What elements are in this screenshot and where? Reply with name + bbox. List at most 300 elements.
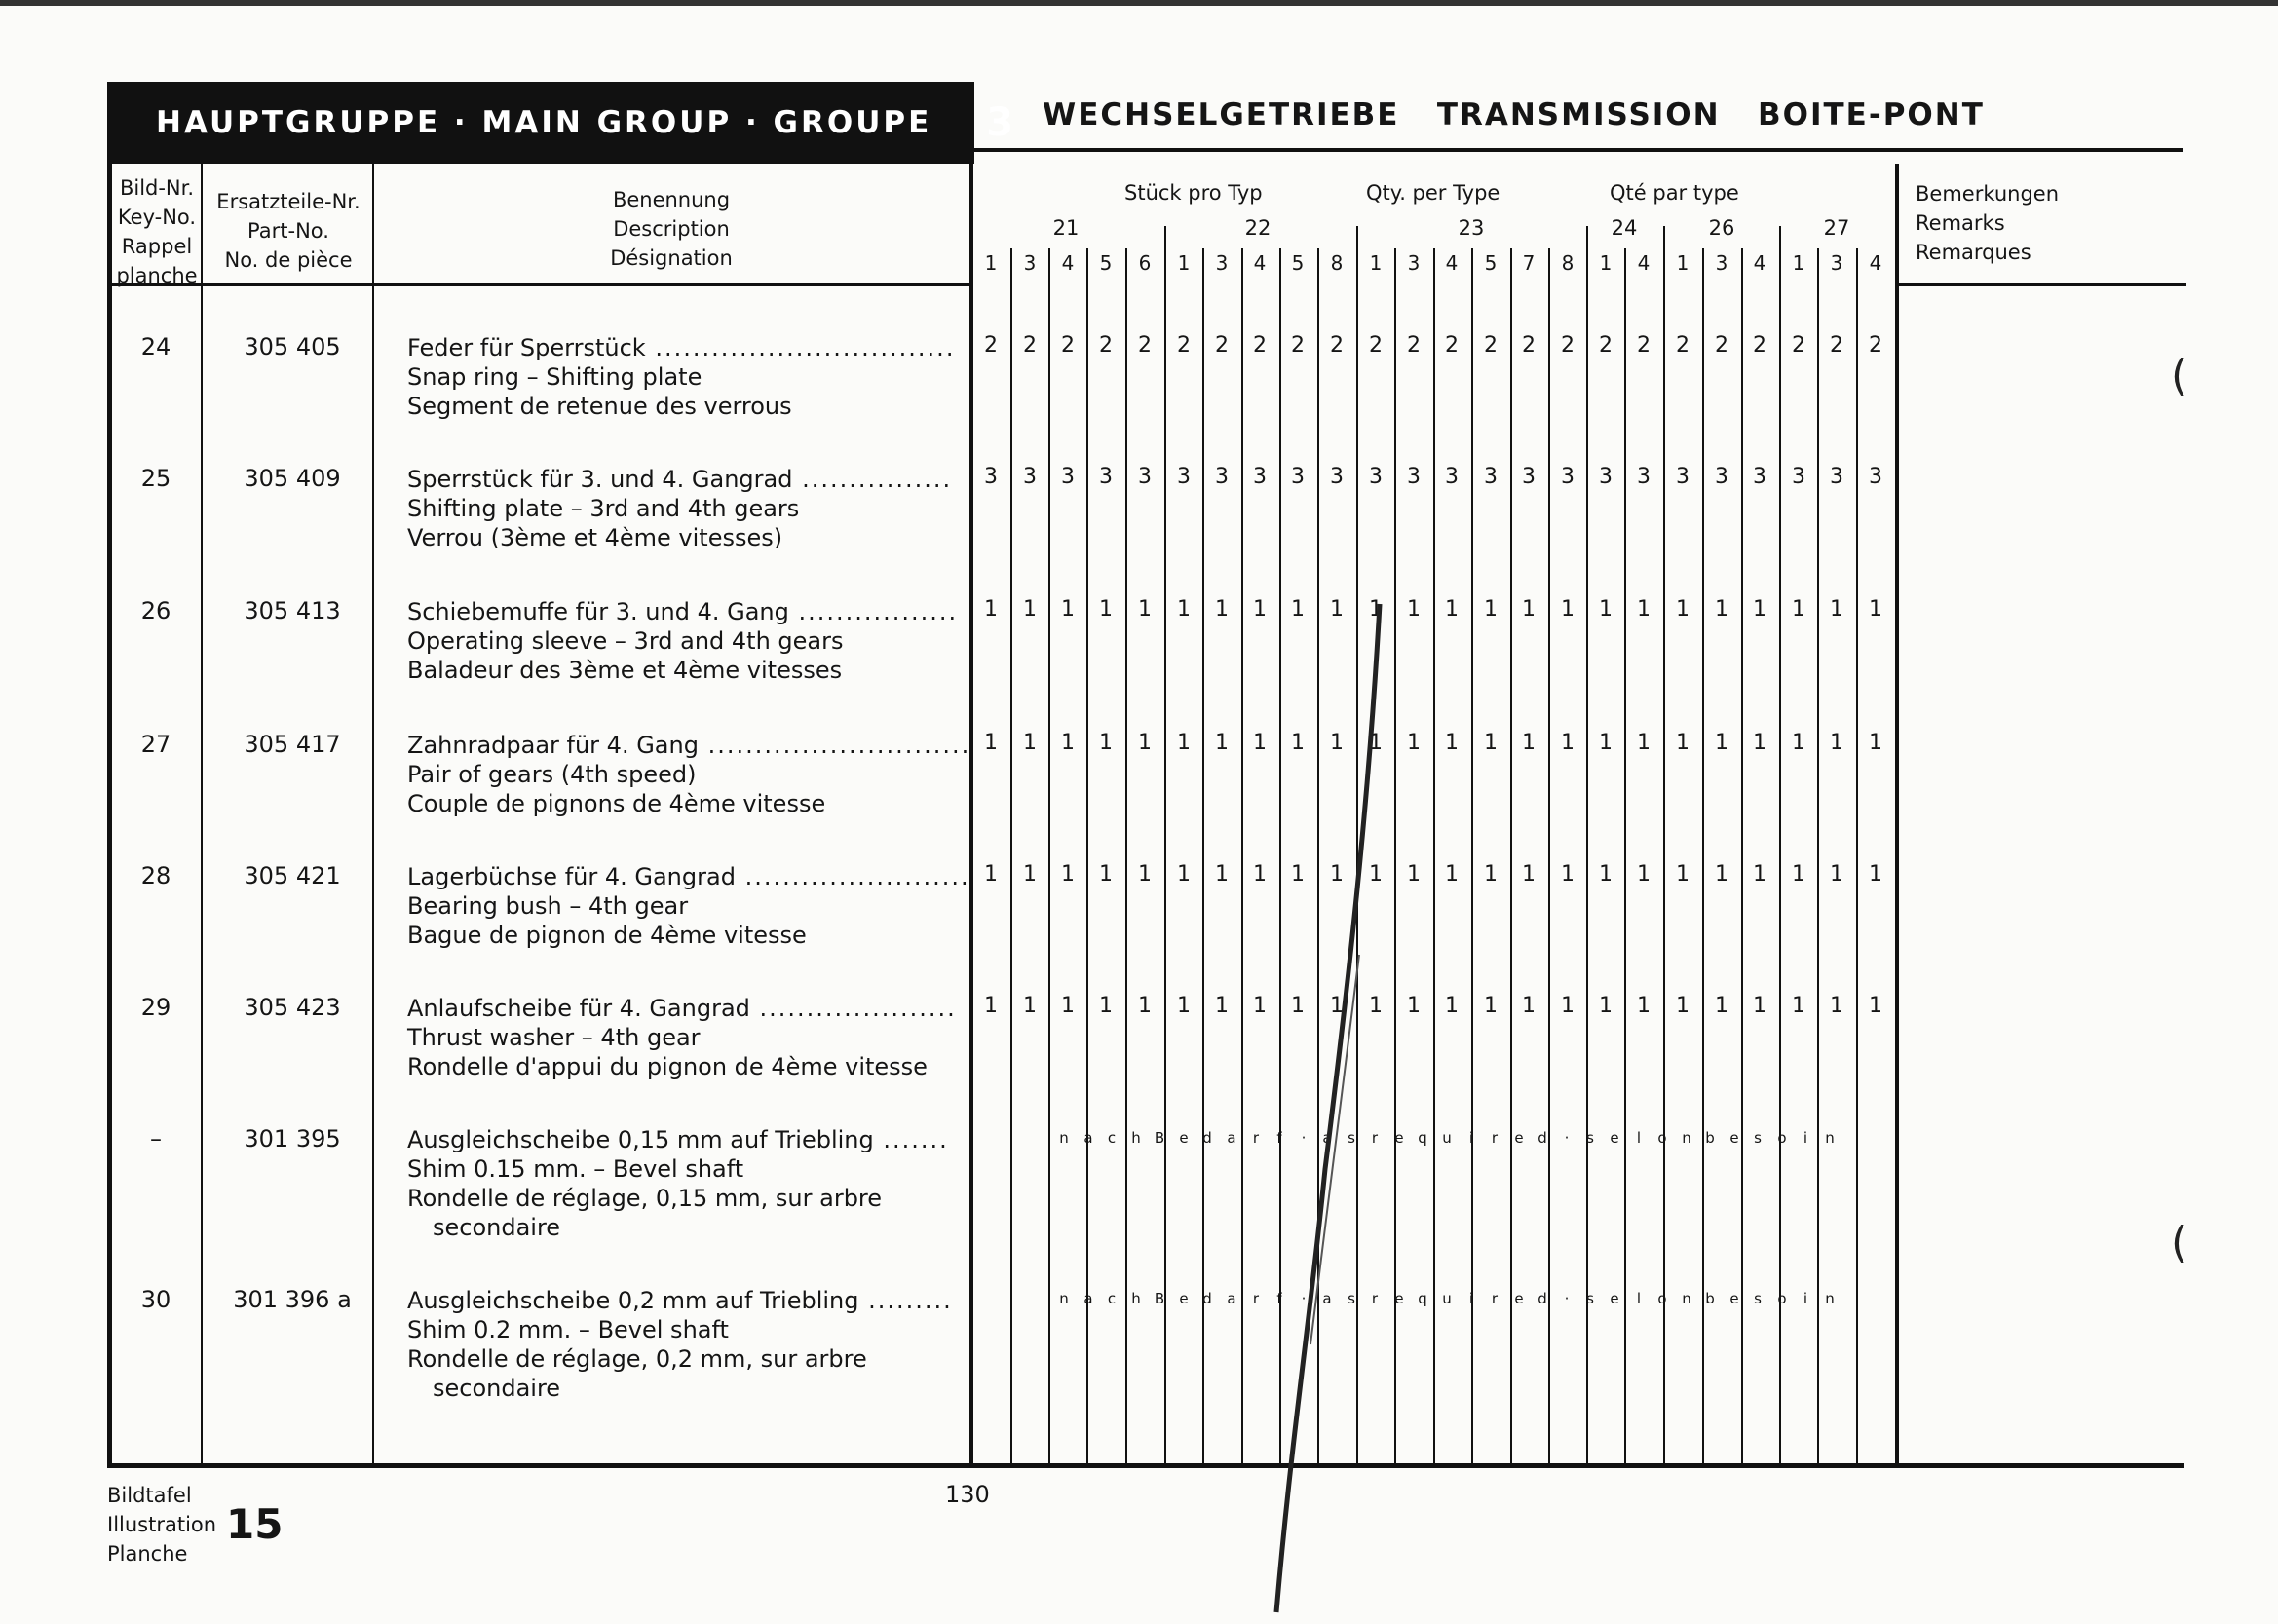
qty-column-divider	[1086, 248, 1088, 1463]
qty-cell: 1	[1830, 994, 1843, 1018]
note-character: s	[1586, 1290, 1594, 1307]
type-subcolumn-label: 1	[1177, 251, 1191, 275]
type-subcolumn-label: 4	[1869, 251, 1882, 275]
note-character: a	[1322, 1290, 1332, 1307]
key-no-header-de: Bild-Nr.	[119, 176, 195, 200]
qty-cell: 2	[1138, 333, 1152, 358]
note-character: e	[1394, 1129, 1404, 1147]
plate-label-en: Illustration	[107, 1513, 217, 1536]
qty-cell: 1	[1561, 994, 1575, 1018]
qty-cell: 3	[1061, 465, 1075, 489]
type-subcolumn-label: 3	[1715, 251, 1728, 275]
qty-cell: 2	[1407, 333, 1421, 358]
type-group-label: 22	[1244, 216, 1272, 240]
qty-cell: 3	[984, 465, 998, 489]
qty-column-divider	[1010, 248, 1012, 1463]
note-character: o	[1657, 1290, 1667, 1307]
note-character: i	[1468, 1129, 1474, 1147]
qty-cell: 1	[1715, 597, 1728, 622]
note-character: s	[1586, 1129, 1594, 1147]
qty-cell: 1	[1753, 862, 1766, 887]
type-subcolumn-label: 5	[1484, 251, 1498, 275]
qty-column-divider	[1317, 248, 1319, 1463]
qty-title-fr: Qté par type	[1610, 181, 1739, 205]
qty-column-divider	[1394, 248, 1396, 1463]
qty-cell: 1	[1637, 994, 1651, 1018]
part-no-cell: 305 413	[244, 597, 341, 624]
part-no-header-fr: No. de pièce	[224, 248, 353, 272]
column-divider	[1895, 164, 1899, 1463]
qty-column-divider	[1856, 248, 1858, 1463]
qty-cell: 1	[1253, 994, 1267, 1018]
qty-cell: 1	[984, 994, 998, 1018]
qty-cell: 1	[1023, 994, 1037, 1018]
note-character: a	[1322, 1129, 1332, 1147]
note-character: r	[1252, 1129, 1260, 1147]
note-character: s	[1348, 1290, 1355, 1307]
dot-leader: .................	[788, 598, 959, 625]
qty-cell: 1	[1253, 862, 1267, 887]
description-line: Verrou (3ème et 4ème vitesses)	[407, 524, 783, 551]
description-cell	[407, 1286, 953, 1403]
qty-cell: 1	[1369, 597, 1383, 622]
key-no-header-fr-2: planche	[116, 264, 198, 287]
type-subcolumn-label: 3	[1023, 251, 1037, 275]
qty-cell: 2	[1753, 333, 1766, 358]
qty-cell: 1	[1215, 862, 1229, 887]
note-character: d	[1538, 1129, 1547, 1147]
section-title: WECHSELGETRIEBE TRANSMISSION BOITE-PONT	[1043, 97, 1985, 132]
qty-cell: 1	[1484, 597, 1498, 622]
qty-cell: 2	[1599, 333, 1613, 358]
note-character: r	[1491, 1129, 1499, 1147]
description-line: Schiebemuffe für 3. und 4. Gang .................	[407, 598, 959, 625]
note-character: e	[1610, 1290, 1619, 1307]
type-subcolumn-label: 4	[1753, 251, 1766, 275]
type-subcolumn-label: 6	[1138, 251, 1152, 275]
qty-cell: 1	[1369, 994, 1383, 1018]
remark-mark: (	[2171, 351, 2188, 400]
note-character: n	[1825, 1290, 1835, 1307]
qty-cell: 1	[1099, 597, 1113, 622]
qty-cell: 2	[1177, 333, 1191, 358]
qty-cell: 1	[1445, 994, 1459, 1018]
note-character: o	[1777, 1290, 1787, 1307]
qty-cell: 1	[1291, 862, 1305, 887]
note-character: q	[1418, 1290, 1427, 1307]
qty-cell: 1	[1676, 994, 1690, 1018]
qty-cell: 2	[1291, 333, 1305, 358]
plate-number: 15	[226, 1500, 284, 1548]
qty-cell: 3	[1215, 465, 1229, 489]
key-no-cell: 24	[140, 333, 171, 360]
qty-cell: 2	[1637, 333, 1651, 358]
qty-cell: 1	[1715, 731, 1728, 755]
qty-cell: 1	[1330, 597, 1344, 622]
note-character: n	[1682, 1129, 1691, 1147]
qty-cell: 1	[1830, 862, 1843, 887]
note-character: s	[1754, 1129, 1762, 1147]
qty-cell: 2	[1253, 333, 1267, 358]
qty-cell: 1	[1484, 994, 1498, 1018]
type-subcolumn-label: 4	[1061, 251, 1075, 275]
qty-cell: 1	[1637, 731, 1651, 755]
qty-cell: 1	[1291, 597, 1305, 622]
description-line: Bearing bush – 4th gear	[407, 892, 689, 920]
note-character: f	[1276, 1129, 1282, 1147]
qty-cell: 3	[1561, 465, 1575, 489]
note-character: i	[1803, 1290, 1808, 1307]
type-subcolumn-label: 5	[1291, 251, 1305, 275]
dot-leader: .....................	[749, 995, 957, 1022]
qty-cell: 1	[1792, 597, 1805, 622]
qty-cell: 1	[984, 597, 998, 622]
qty-cell: 3	[1599, 465, 1613, 489]
page-number: 130	[945, 1481, 990, 1508]
qty-cell: 1	[1676, 862, 1690, 887]
plate-label-fr: Planche	[107, 1542, 188, 1566]
qty-title-de: Stück pro Typ	[1124, 181, 1263, 205]
description-line: secondaire	[433, 1375, 561, 1402]
description-line: Shifting plate – 3rd and 4th gears	[407, 495, 800, 522]
note-character: u	[1442, 1129, 1452, 1147]
note-character: i	[1803, 1129, 1808, 1147]
note-character: a	[1083, 1129, 1093, 1147]
qty-cell: 1	[1023, 731, 1037, 755]
type-subcolumn-label: 4	[1445, 251, 1459, 275]
qty-cell: 1	[1291, 731, 1305, 755]
note-character: a	[1083, 1290, 1093, 1307]
dot-leader: ................	[792, 466, 953, 493]
note-character: d	[1202, 1129, 1212, 1147]
description-cell	[407, 1125, 949, 1242]
qty-cell: 2	[1715, 333, 1728, 358]
note-character: n	[1059, 1129, 1069, 1147]
qty-cell: 1	[1407, 862, 1421, 887]
description-cell	[407, 597, 959, 685]
qty-cell: 1	[1177, 597, 1191, 622]
part-no-cell: 305 421	[244, 862, 341, 889]
type-group-label: 21	[1052, 216, 1080, 240]
description-line: Rondelle de réglage, 0,15 mm, sur arbre	[407, 1185, 883, 1212]
qty-cell: 3	[1830, 465, 1843, 489]
remarks-header-rule	[1897, 283, 2186, 286]
qty-cell: 2	[984, 333, 998, 358]
plate-label	[107, 1481, 216, 1568]
remarks-header-fr: Remarques	[1916, 241, 2031, 264]
description-line: Operating sleeve – 3rd and 4th gears	[407, 627, 844, 655]
note-character: b	[1705, 1290, 1715, 1307]
note-character: l	[1636, 1129, 1642, 1147]
qty-cell: 1	[1177, 862, 1191, 887]
qty-cell: 1	[1561, 597, 1575, 622]
description-header	[374, 185, 968, 273]
qty-cell: 1	[1522, 994, 1536, 1018]
qty-cell: 1	[1023, 862, 1037, 887]
column-divider	[969, 164, 973, 1463]
qty-cell: 1	[1599, 597, 1613, 622]
qty-cell: 1	[1792, 862, 1805, 887]
qty-cell: 1	[1522, 862, 1536, 887]
type-subcolumn-label: 8	[1561, 251, 1575, 275]
qty-cell: 1	[1330, 994, 1344, 1018]
qty-cell: 3	[1676, 465, 1690, 489]
main-group-label: HAUPTGRUPPE · MAIN GROUP · GROUPE	[156, 105, 932, 140]
note-character: r	[1371, 1290, 1379, 1307]
qty-cell: 1	[1445, 862, 1459, 887]
note-character: ·	[1301, 1129, 1307, 1147]
type-subcolumn-label: 7	[1522, 251, 1536, 275]
qty-column-divider	[1048, 248, 1050, 1463]
qty-cell: 1	[1484, 862, 1498, 887]
note-character: ·	[1564, 1129, 1570, 1147]
qty-cell: 1	[1753, 994, 1766, 1018]
main-group-number: 3	[986, 100, 1014, 145]
type-subcolumn-label: 1	[1676, 251, 1690, 275]
qty-cell: 2	[1099, 333, 1113, 358]
type-group-label: 27	[1823, 216, 1850, 240]
note-character: d	[1538, 1290, 1547, 1307]
description-line: Baladeur des 3ème et 4ème vitesses	[407, 657, 843, 684]
qty-cell: 1	[1407, 597, 1421, 622]
qty-cell: 1	[1253, 597, 1267, 622]
qty-cell: 1	[1445, 597, 1459, 622]
note-character: o	[1657, 1129, 1667, 1147]
description-line: Shim 0.2 mm. – Bevel shaft	[407, 1316, 729, 1343]
description-line: Lagerbüchse für 4. Gangrad ........................	[407, 863, 970, 890]
qty-cell: 1	[1715, 862, 1728, 887]
qty-cell: 1	[1869, 862, 1882, 887]
qty-cell: 1	[1522, 731, 1536, 755]
description-line: Snap ring – Shifting plate	[407, 363, 702, 391]
qty-column-divider	[1356, 226, 1358, 1463]
dot-leader: ............................	[698, 732, 971, 759]
qty-cell: 1	[1561, 731, 1575, 755]
type-subcolumn-label: 1	[1792, 251, 1805, 275]
qty-cell: 2	[1330, 333, 1344, 358]
key-no-header-en: Key-No.	[117, 206, 197, 229]
qty-cell: 1	[1407, 731, 1421, 755]
qty-cell: 3	[1792, 465, 1805, 489]
description-cell	[407, 333, 956, 421]
qty-cell: 1	[1138, 994, 1152, 1018]
dot-leader: ........................	[735, 863, 970, 890]
description-header-fr: Désignation	[610, 246, 733, 270]
qty-cell: 2	[1445, 333, 1459, 358]
qty-cell: 1	[1753, 731, 1766, 755]
note-character: c	[1107, 1290, 1117, 1307]
type-subcolumn-label: 5	[1099, 251, 1113, 275]
qty-column-divider	[1548, 248, 1550, 1463]
key-no-cell: 28	[140, 862, 171, 889]
qty-cell: 1	[1561, 862, 1575, 887]
qty-cell: 2	[1369, 333, 1383, 358]
qty-cell: 3	[1177, 465, 1191, 489]
qty-cell: 2	[1061, 333, 1075, 358]
qty-cell: 2	[1561, 333, 1575, 358]
description-line: Sperrstück für 3. und 4. Gangrad ................	[407, 466, 953, 493]
qty-cell: 3	[1099, 465, 1113, 489]
qty-column-divider	[1125, 248, 1127, 1463]
qty-cell: 1	[1253, 731, 1267, 755]
type-subcolumn-label: 3	[1830, 251, 1843, 275]
note-character: e	[1179, 1129, 1189, 1147]
description-line: Anlaufscheibe für 4. Gangrad .....................	[407, 995, 957, 1022]
qty-cell: 1	[1177, 994, 1191, 1018]
qty-cell: 1	[1407, 994, 1421, 1018]
type-subcolumn-label: 3	[1407, 251, 1421, 275]
qty-cell: 1	[1869, 597, 1882, 622]
qty-column-divider	[1663, 226, 1665, 1463]
qty-cell: 1	[1676, 597, 1690, 622]
qty-cell: 1	[1215, 597, 1229, 622]
qty-cell: 1	[1599, 994, 1613, 1018]
qty-cell: 3	[1253, 465, 1267, 489]
type-subcolumn-label: 1	[1369, 251, 1383, 275]
qty-cell: 3	[1407, 465, 1421, 489]
note-character: d	[1202, 1290, 1212, 1307]
key-no-cell: 27	[140, 731, 171, 758]
type-group-label: 26	[1708, 216, 1735, 240]
part-no-header	[205, 187, 372, 275]
description-line: Zahnradpaar für 4. Gang ............................	[407, 732, 971, 759]
key-no-cell: 26	[140, 597, 171, 624]
part-no-header-de: Ersatzteile-Nr.	[216, 190, 361, 213]
key-no-cell: –	[150, 1125, 162, 1152]
top-border-rule	[0, 0, 2278, 6]
remark-mark: (	[2171, 1218, 2188, 1267]
qty-cell: 1	[1330, 862, 1344, 887]
qty-cell: 2	[1484, 333, 1498, 358]
qty-cell: 1	[1715, 994, 1728, 1018]
note-character: h	[1131, 1290, 1141, 1307]
qty-cell: 1	[1099, 994, 1113, 1018]
description-cell	[407, 465, 953, 552]
qty-cell: 3	[1330, 465, 1344, 489]
qty-cell: 1	[1138, 731, 1152, 755]
note-character: b	[1705, 1129, 1715, 1147]
type-subcolumn-label: 1	[1599, 251, 1613, 275]
qty-column-divider	[1279, 248, 1281, 1463]
qty-cell: 1	[1099, 731, 1113, 755]
key-no-cell: 29	[140, 994, 171, 1021]
note-character: a	[1227, 1290, 1236, 1307]
dot-leader: ................................	[645, 334, 956, 361]
qty-cell: 1	[1522, 597, 1536, 622]
description-line: Ausgleichscheibe 0,15 mm auf Triebling .......	[407, 1126, 949, 1153]
description-line: Rondelle de réglage, 0,2 mm, sur arbre	[407, 1345, 867, 1373]
note-character: e	[1514, 1129, 1524, 1147]
remarks-header-en: Remarks	[1916, 211, 2005, 235]
qty-cell: 3	[1869, 465, 1882, 489]
qty-cell: 1	[1138, 862, 1152, 887]
qty-column-divider	[1702, 248, 1704, 1463]
note-character: i	[1468, 1290, 1474, 1307]
note-character: r	[1252, 1290, 1260, 1307]
qty-cell: 2	[1830, 333, 1843, 358]
type-subcolumn-label: 3	[1215, 251, 1229, 275]
qty-cell: 3	[1291, 465, 1305, 489]
qty-cell: 1	[1830, 597, 1843, 622]
note-character: e	[1179, 1290, 1189, 1307]
description-header-en: Description	[613, 217, 730, 241]
qty-cell: 3	[1522, 465, 1536, 489]
note-character: r	[1371, 1129, 1379, 1147]
note-character: e	[1729, 1290, 1739, 1307]
description-line: Thrust washer – 4th gear	[407, 1024, 701, 1051]
plate-label-de: Bildtafel	[107, 1484, 192, 1507]
qty-cell: 1	[1369, 862, 1383, 887]
description-line: Ausgleichscheibe 0,2 mm auf Triebling .........	[407, 1287, 953, 1314]
qty-column-divider	[1586, 226, 1588, 1463]
qty-cell: 3	[1637, 465, 1651, 489]
dot-leader: .........	[858, 1287, 953, 1314]
note-character: ·	[1564, 1290, 1570, 1307]
qty-cell: 1	[1484, 731, 1498, 755]
note-character: n	[1825, 1129, 1835, 1147]
type-subcolumn-label: 8	[1330, 251, 1344, 275]
note-character: B	[1154, 1290, 1165, 1307]
key-no-header-fr-1: Rappel	[121, 235, 193, 258]
qty-cell: 3	[1715, 465, 1728, 489]
qty-cell: 1	[1177, 731, 1191, 755]
qty-cell: 1	[1061, 731, 1075, 755]
qty-column-divider	[1510, 248, 1512, 1463]
qty-cell: 3	[1023, 465, 1037, 489]
description-line: Pair of gears (4th speed)	[407, 761, 697, 788]
description-line: Segment de retenue des verrous	[407, 393, 792, 420]
note-character: f	[1276, 1290, 1282, 1307]
description-line: Couple de pignons de 4ème vitesse	[407, 790, 826, 817]
qty-cell: 1	[984, 731, 998, 755]
note-character: c	[1107, 1129, 1117, 1147]
qty-column-divider	[1202, 248, 1204, 1463]
qty-cell: 1	[1637, 862, 1651, 887]
key-no-cell: 30	[140, 1286, 171, 1313]
note-character: ·	[1301, 1290, 1307, 1307]
note-character: a	[1227, 1129, 1236, 1147]
description-cell	[407, 862, 970, 950]
qty-cell: 1	[1792, 731, 1805, 755]
qty-cell: 1	[1637, 597, 1651, 622]
qty-cell: 2	[1792, 333, 1805, 358]
note-character: n	[1059, 1290, 1069, 1307]
note-character: s	[1348, 1129, 1355, 1147]
qty-column-divider	[1433, 248, 1435, 1463]
note-character: s	[1754, 1290, 1762, 1307]
qty-cell: 1	[984, 862, 998, 887]
type-subcolumn-label: 4	[1637, 251, 1651, 275]
note-character: r	[1491, 1290, 1499, 1307]
note-character: B	[1154, 1129, 1165, 1147]
note-character: e	[1394, 1290, 1404, 1307]
qty-cell: 3	[1753, 465, 1766, 489]
qty-cell: 1	[1061, 597, 1075, 622]
qty-cell: 1	[1753, 597, 1766, 622]
qty-cell: 1	[1445, 731, 1459, 755]
table-bottom-rule	[107, 1463, 2184, 1468]
qty-column-divider	[1741, 248, 1743, 1463]
qty-cell: 2	[1869, 333, 1882, 358]
qty-cell: 1	[1599, 731, 1613, 755]
qty-column-divider	[1779, 226, 1781, 1463]
qty-cell: 2	[1215, 333, 1229, 358]
dot-leader: .......	[873, 1126, 949, 1153]
qty-cell: 2	[1023, 333, 1037, 358]
description-cell	[407, 731, 971, 818]
description-line: Shim 0.15 mm. – Bevel shaft	[407, 1155, 744, 1183]
note-character: o	[1777, 1129, 1787, 1147]
